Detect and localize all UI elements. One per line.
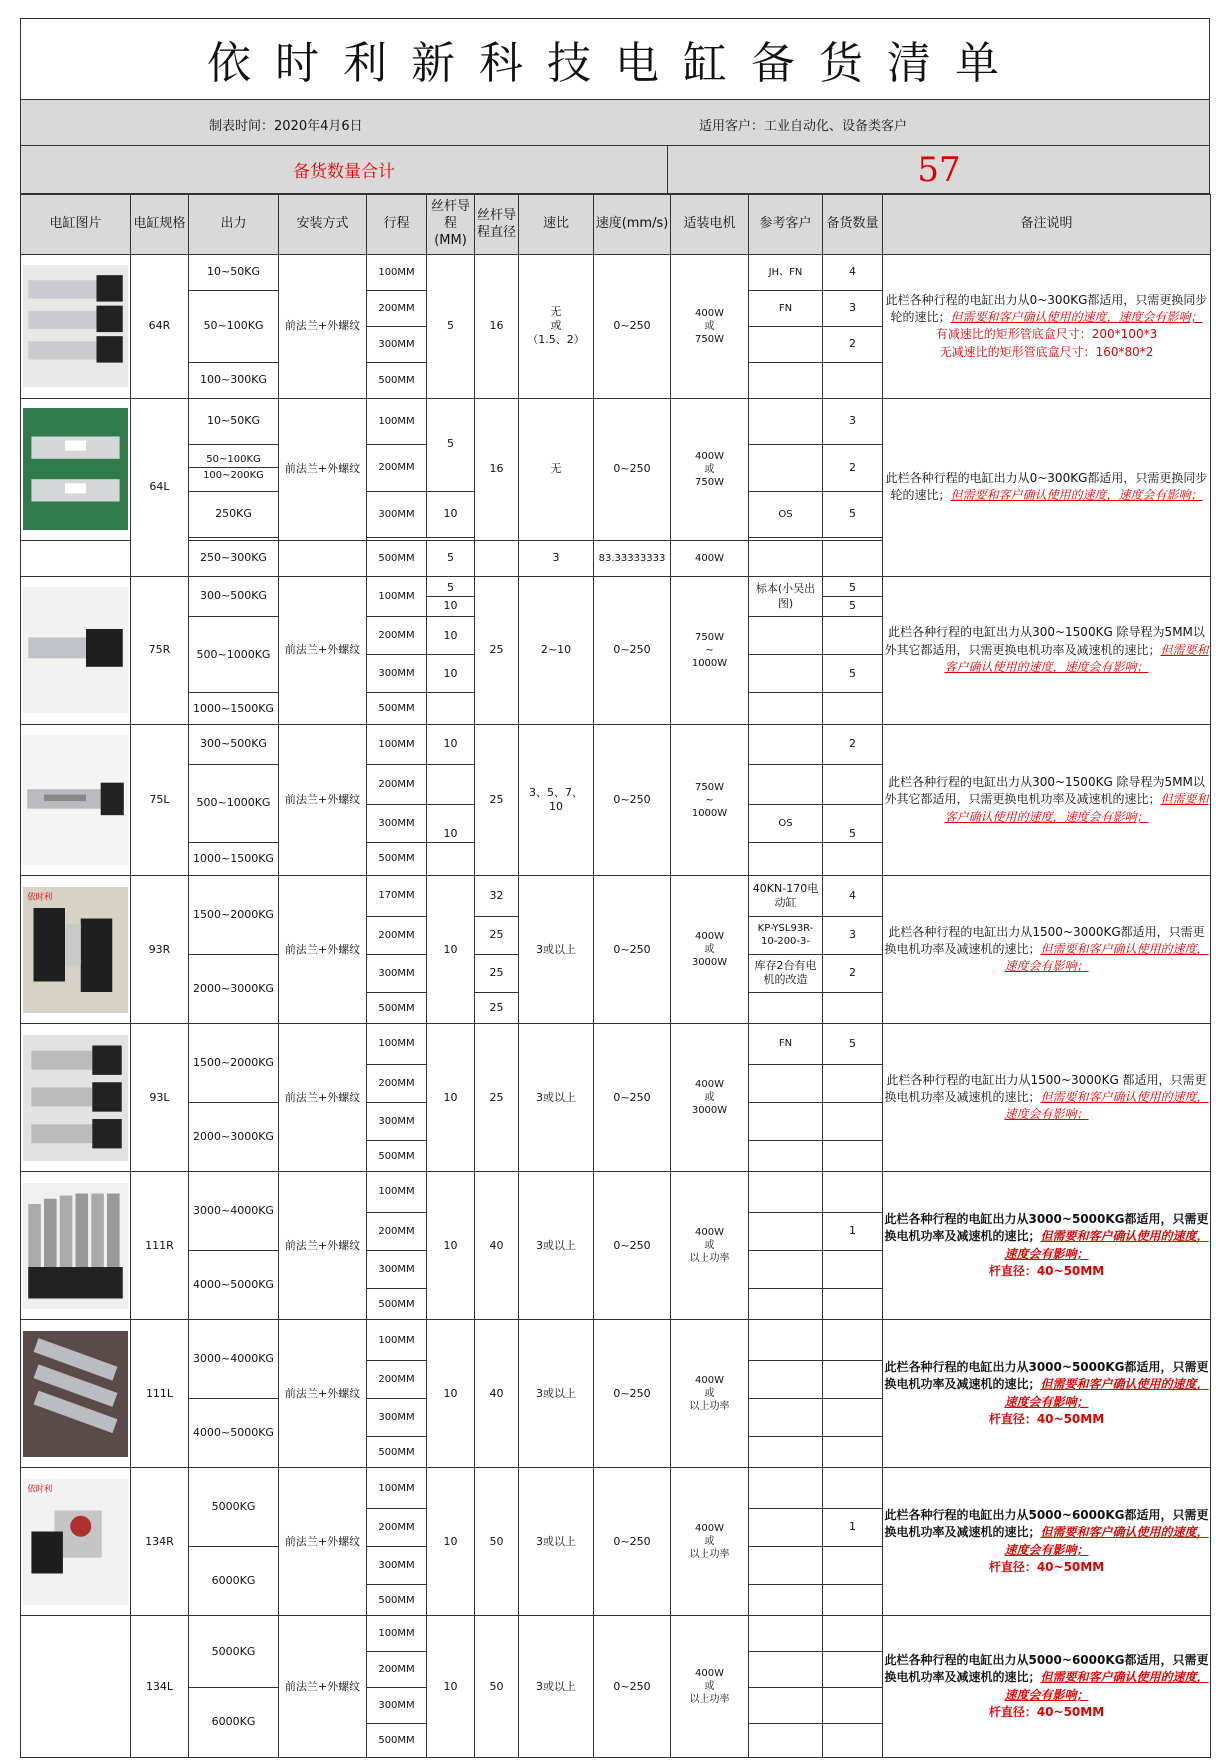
col-ratio: 速比 xyxy=(519,195,594,255)
table-row xyxy=(21,1616,1211,1652)
mount-cell: 前法兰+外螺纹 xyxy=(279,1320,367,1468)
qty-cell xyxy=(823,1398,883,1436)
dia-cell xyxy=(475,540,519,576)
force-cell: 5000KG xyxy=(189,1616,279,1688)
table-row xyxy=(21,876,1211,916)
stroke-cell: 200MM xyxy=(367,1212,427,1250)
stock-sheet xyxy=(20,18,1210,1758)
force-cell: 2000~3000KG xyxy=(189,1102,279,1172)
dia-cell: 40 xyxy=(475,1320,519,1468)
speed-cell: 0~250 xyxy=(594,1320,671,1468)
ref-cell xyxy=(749,1468,823,1508)
stroke-cell: 100MM xyxy=(367,1468,427,1508)
sheet-title: 依时利新科技电缸备货清单 xyxy=(20,18,1210,100)
ref-cell xyxy=(749,1652,823,1688)
product-photo-93r xyxy=(21,876,131,1024)
qty-cell xyxy=(823,1688,883,1724)
force-cell: 10~50KG xyxy=(189,398,279,445)
ratio-cell: 3或以上 xyxy=(519,1320,594,1468)
product-photo-134l xyxy=(21,1616,131,1758)
spec-93r: 93R xyxy=(131,876,189,1024)
header-row xyxy=(21,195,1211,255)
total-stock-value: 57 xyxy=(917,149,961,190)
stroke-cell: 300MM xyxy=(367,1688,427,1724)
ref-cell xyxy=(749,1398,823,1436)
qty-cell xyxy=(823,765,883,804)
note-cell: 此栏各种行程的电缸出力从300~1500KG 除导程为5MM以外其它都适用，只需更换电机功率及减速机的速比；但需要和客户确认使用的速度，速度会有影响； xyxy=(883,724,1211,875)
stroke-cell: 500MM xyxy=(367,992,427,1023)
motor-cell: 400W 或 3000W xyxy=(671,876,749,1024)
ratio-cell: 3或以上 xyxy=(519,1024,594,1172)
ref-cell xyxy=(749,1102,823,1140)
lead-cell: 5 xyxy=(427,398,475,491)
customer-label: 适用客户：工业自动化、设备类客户 xyxy=(699,119,908,134)
qty-cell xyxy=(823,1172,883,1212)
force-cell: 50~100KG xyxy=(189,290,279,362)
dia-cell: 25 xyxy=(475,954,519,992)
qty-cell: 5 xyxy=(823,491,883,538)
product-photo-134r xyxy=(21,1468,131,1616)
ref-cell xyxy=(749,1584,823,1615)
col-spec: 电缸规格 xyxy=(131,195,189,255)
lead-cell: 10 xyxy=(427,1616,475,1758)
stroke-cell: 100MM xyxy=(367,1616,427,1652)
table-row xyxy=(21,576,1211,616)
mount-cell: 前法兰+外螺纹 xyxy=(279,1616,367,1758)
qty-cell xyxy=(823,1616,883,1652)
force-cell: 50~100KG 100~200KG xyxy=(189,445,279,492)
ratio-cell: 无 xyxy=(519,398,594,540)
force-cell: 100~300KG xyxy=(189,362,279,398)
total-stock-label: 备货数量合计 xyxy=(21,146,668,193)
table-row xyxy=(21,398,1211,445)
ratio-cell: 3或以上 xyxy=(519,1616,594,1758)
qty-cell xyxy=(823,1546,883,1584)
product-photo-75l xyxy=(21,724,131,875)
qty-cell xyxy=(823,992,883,1023)
ref-cell xyxy=(749,1360,823,1398)
ref-cell xyxy=(749,1616,823,1652)
force-cell: 250~300KG xyxy=(189,540,279,576)
speed-cell: 0~250 xyxy=(594,1616,671,1758)
product-photo-75r xyxy=(21,576,131,724)
qty-cell xyxy=(823,693,883,724)
qty-cell: 5 xyxy=(823,1024,883,1064)
force-cell: 1500~2000KG xyxy=(189,876,279,955)
col-speed: 速度(mm/s) xyxy=(594,195,671,255)
ref-cell xyxy=(749,1546,823,1584)
force-cell: 500~1000KG xyxy=(189,765,279,842)
lead-cell: 10 xyxy=(427,876,475,1024)
force-cell: 6000KG xyxy=(189,1688,279,1758)
lead-cell: 10 xyxy=(427,1320,475,1468)
product-photo-93l xyxy=(21,1024,131,1172)
mount-cell: 前法兰+外螺纹 xyxy=(279,1172,367,1320)
ratio-cell: 3 xyxy=(519,540,594,576)
totals-row xyxy=(20,146,1210,194)
note-cell: 此栏各种行程的电缸出力从3000~5000KG都适用，只需更换电机功率及减速机的速比；但需要和客户确认使用的速度，速度会有影响； 杆直径：40~50MM xyxy=(883,1320,1211,1468)
force-cell: 10~50KG xyxy=(189,255,279,291)
spec-93l: 93L xyxy=(131,1024,189,1172)
image-blank xyxy=(21,540,131,576)
dia-cell: 25 xyxy=(475,724,519,875)
ref-cell xyxy=(749,1172,823,1212)
ref-cell xyxy=(749,445,823,492)
lead-cell: 10 xyxy=(427,1172,475,1320)
stroke-cell: 300MM xyxy=(367,954,427,992)
date-label: 制表时间：2020年4月6日 xyxy=(209,119,363,134)
stroke-cell: 200MM xyxy=(367,1360,427,1398)
mount-cell: 前法兰+外螺纹 xyxy=(279,876,367,1024)
qty-cell xyxy=(823,1320,883,1360)
stroke-cell: 300MM xyxy=(367,1250,427,1288)
motor-cell: 400W 或 以上功率 xyxy=(671,1172,749,1320)
mount-cell: 前法兰+外螺纹 xyxy=(279,398,367,540)
qty-cell xyxy=(823,842,883,876)
stroke-cell: 100MM xyxy=(367,1172,427,1212)
ref-cell: JH、FN xyxy=(749,255,823,291)
lead-cell: 5 10 xyxy=(427,576,475,616)
qty-cell xyxy=(823,617,883,655)
col-stroke: 行程 xyxy=(367,195,427,255)
force-cell: 1000~1500KG xyxy=(189,693,279,724)
ratio-cell: 3或以上 xyxy=(519,876,594,1024)
spec-75l: 75L xyxy=(131,724,189,875)
qty-cell xyxy=(823,1584,883,1615)
force-cell: 5000KG xyxy=(189,1468,279,1547)
qty-cell xyxy=(823,1250,883,1288)
motor-cell: 400W 或 以上功率 xyxy=(671,1320,749,1468)
table-row xyxy=(21,1468,1211,1508)
mount-cell xyxy=(279,540,367,576)
dia-cell: 25 xyxy=(475,992,519,1023)
stroke-cell: 100MM xyxy=(367,1024,427,1064)
speed-cell: 0~250 xyxy=(594,1172,671,1320)
stroke-cell: 200MM xyxy=(367,445,427,492)
force-cell: 300~500KG xyxy=(189,724,279,764)
ref-cell xyxy=(749,540,823,576)
qty-cell xyxy=(823,540,883,576)
qty-cell: 4 xyxy=(823,255,883,291)
qty-cell: 1 xyxy=(823,1508,883,1546)
qty-cell xyxy=(823,1288,883,1319)
ref-cell xyxy=(749,1288,823,1319)
speed-cell: 0~250 xyxy=(594,1468,671,1616)
ref-cell xyxy=(749,1436,823,1467)
qty-cell xyxy=(823,1724,883,1758)
qty-cell: 4 xyxy=(823,876,883,916)
ref-cell xyxy=(749,617,823,655)
speed-cell: 0~250 xyxy=(594,255,671,399)
ratio-cell: 3、5、7、 10 xyxy=(519,724,594,875)
note-cell: 此栏各种行程的电缸出力从1500~3000KG都适用，只需更换电机功率及减速机的速比；但需要和客户确认使用的速度，速度会有影响； xyxy=(883,876,1211,1024)
ref-cell: KP-YSL93R-10-200-3- xyxy=(749,916,823,954)
stroke-cell: 100MM xyxy=(367,724,427,764)
stroke-cell: 500MM xyxy=(367,1584,427,1615)
dia-cell: 50 xyxy=(475,1616,519,1758)
stroke-cell: 500MM xyxy=(367,842,427,876)
force-cell: 6000KG xyxy=(189,1546,279,1616)
ref-cell xyxy=(749,765,823,804)
qty-cell xyxy=(823,1468,883,1508)
ratio-cell: 3或以上 xyxy=(519,1172,594,1320)
speed-cell: 0~250 xyxy=(594,1024,671,1172)
ref-cell xyxy=(749,655,823,693)
ref-cell xyxy=(749,842,823,876)
ref-cell xyxy=(749,398,823,445)
lead-cell xyxy=(427,693,475,724)
note-cell: 此栏各种行程的电缸出力从5000~6000KG都适用，只需更换电机功率及减速机的速比；但需要和客户确认使用的速度，速度会有影响； 杆直径：40~50MM xyxy=(883,1616,1211,1758)
note-cell: 此栏各种行程的电缸出力从5000~6000KG都适用，只需更换电机功率及减速机的速比；但需要和客户确认使用的速度，速度会有影响； 杆直径：40~50MM xyxy=(883,1468,1211,1616)
dia-cell: 25 xyxy=(475,916,519,954)
stroke-cell: 200MM xyxy=(367,1652,427,1688)
mount-cell: 前法兰+外螺纹 xyxy=(279,576,367,724)
force-cell: 250KG xyxy=(189,491,279,538)
qty-cell xyxy=(823,1436,883,1467)
stroke-cell: 500MM xyxy=(367,1288,427,1319)
stroke-cell: 500MM xyxy=(367,693,427,724)
stroke-cell: 300MM xyxy=(367,655,427,693)
lead-cell: 10 xyxy=(427,804,475,842)
qty-cell xyxy=(823,1140,883,1171)
ratio-cell: 3或以上 xyxy=(519,1468,594,1616)
ref-cell xyxy=(749,1320,823,1360)
qty-cell: 3 xyxy=(823,290,883,326)
table-row xyxy=(21,255,1211,291)
ref-cell xyxy=(749,724,823,764)
ref-cell: OS xyxy=(749,491,823,538)
motor-cell: 400W xyxy=(671,540,749,576)
ratio-cell: 无 或 （1.5、2） xyxy=(519,255,594,399)
product-photo-64l xyxy=(21,398,131,540)
col-lead: 丝杆导程(MM) xyxy=(427,195,475,255)
stroke-cell: 200MM xyxy=(367,617,427,655)
stock-table xyxy=(20,194,1211,1758)
mount-cell: 前法兰+外螺纹 xyxy=(279,1468,367,1616)
spec-134l: 134L xyxy=(131,1616,189,1758)
ref-cell xyxy=(749,1724,823,1758)
force-cell: 4000~5000KG xyxy=(189,1398,279,1468)
stroke-cell: 100MM xyxy=(367,255,427,291)
force-cell: 3000~4000KG xyxy=(189,1320,279,1399)
motor-cell: 400W 或 3000W xyxy=(671,1024,749,1172)
ref-cell xyxy=(749,1688,823,1724)
spec-64r: 64R xyxy=(131,255,189,399)
speed-cell: 0~250 xyxy=(594,576,671,724)
lead-cell: 10 xyxy=(427,1024,475,1172)
lead-cell xyxy=(427,842,475,876)
ref-cell xyxy=(749,992,823,1023)
dia-cell: 16 xyxy=(475,255,519,399)
note-cell: 此栏各种行程的电缸出力从1500~3000KG 都适用，只需更换电机功率及减速机的速比；但需要和客户确认使用的速度，速度会有影响； xyxy=(883,1024,1211,1172)
stroke-cell: 500MM xyxy=(367,1140,427,1171)
force-cell: 500~1000KG xyxy=(189,617,279,693)
ref-cell xyxy=(749,693,823,724)
ref-cell: 库存2台有电机的改造 xyxy=(749,954,823,992)
lead-cell: 5 xyxy=(427,255,475,399)
speed-cell: 0~250 xyxy=(594,876,671,1024)
mount-cell: 前法兰+外螺纹 xyxy=(279,1024,367,1172)
col-force: 出力 xyxy=(189,195,279,255)
product-photo-111r xyxy=(21,1172,131,1320)
info-row xyxy=(20,100,1210,146)
ref-cell: OS xyxy=(749,804,823,842)
qty-cell: 2 xyxy=(823,954,883,992)
qty-cell xyxy=(823,1652,883,1688)
stroke-cell: 100MM xyxy=(367,576,427,616)
note-cell: 此栏各种行程的电缸出力从300~1500KG 除导程为5MM以外其它都适用，只需更换电机功率及减速机的速比；但需要和客户确认使用的速度，速度会有影响； xyxy=(883,576,1211,724)
qty-cell xyxy=(823,1064,883,1102)
motor-cell: 400W 或 以上功率 xyxy=(671,1616,749,1758)
force-cell: 3000~4000KG xyxy=(189,1172,279,1251)
stroke-cell: 300MM xyxy=(367,1546,427,1584)
stroke-cell: 170MM xyxy=(367,876,427,916)
stroke-cell: 500MM xyxy=(367,540,427,576)
qty-cell: 5 xyxy=(823,804,883,842)
stroke-cell: 200MM xyxy=(367,916,427,954)
dia-cell: 25 xyxy=(475,1024,519,1172)
table-row xyxy=(21,1024,1211,1064)
ref-cell: FN xyxy=(749,290,823,326)
speed-cell: 83.33333333 xyxy=(594,540,671,576)
qty-cell: 3 xyxy=(823,398,883,445)
lead-cell xyxy=(427,765,475,804)
stroke-cell: 500MM xyxy=(367,362,427,398)
stroke-cell: 300MM xyxy=(367,326,427,362)
col-ref: 参考客户 xyxy=(749,195,823,255)
lead-cell: 10 xyxy=(427,655,475,693)
ref-cell xyxy=(749,1064,823,1102)
qty-cell xyxy=(823,1360,883,1398)
ref-cell xyxy=(749,362,823,398)
ref-cell: FN xyxy=(749,1024,823,1064)
motor-cell: 400W 或 以上功率 xyxy=(671,1468,749,1616)
qty-cell: 2 xyxy=(823,445,883,492)
note-cell: 此栏各种行程的电缸出力从0~300KG都适用，只需更换同步轮的速比；但需要和客户确认使用的速度，速度会有影响； xyxy=(883,398,1211,576)
mount-cell: 前法兰+外螺纹 xyxy=(279,724,367,875)
stroke-cell: 300MM xyxy=(367,1398,427,1436)
dia-cell: 32 xyxy=(475,876,519,916)
dia-cell: 50 xyxy=(475,1468,519,1616)
lead-cell: 10 xyxy=(427,1468,475,1616)
note-cell: 此栏各种行程的电缸出力从3000~5000KG都适用，只需更换电机功率及减速机的速比；但需要和客户确认使用的速度，速度会有影响； 杆直径：40~50MM xyxy=(883,1172,1211,1320)
ref-cell xyxy=(749,1140,823,1171)
ratio-cell: 2~10 xyxy=(519,576,594,724)
product-photo-111l xyxy=(21,1320,131,1468)
stroke-cell: 200MM xyxy=(367,290,427,326)
note-cell: 此栏各种行程的电缸出力从0~300KG都适用，只需更换同步轮的速比；但需要和客户确认使用的速度，速度会有影响； 有减速比的矩形管底盒尺寸：200*100*3 无减速比的矩形管底盒尺寸：160*80*2 xyxy=(883,255,1211,399)
qty-cell: 2 xyxy=(823,326,883,362)
ref-cell xyxy=(749,326,823,362)
ref-cell: 标本(小吴出图) xyxy=(749,576,823,616)
force-cell: 1500~2000KG xyxy=(189,1024,279,1103)
spec-64l: 64L xyxy=(131,398,189,576)
spec-134r: 134R xyxy=(131,1468,189,1616)
qty-cell: 1 xyxy=(823,1212,883,1250)
spec-111l: 111L xyxy=(131,1320,189,1468)
force-cell: 4000~5000KG xyxy=(189,1250,279,1320)
qty-cell: 3 xyxy=(823,916,883,954)
stroke-cell: 200MM xyxy=(367,765,427,804)
force-cell: 1000~1500KG xyxy=(189,842,279,876)
svg-text:依时利: 依时利 xyxy=(27,1483,53,1494)
lead-cell: 5 xyxy=(427,540,475,576)
stroke-cell: 300MM xyxy=(367,491,427,538)
dia-cell: 16 xyxy=(475,398,519,540)
col-mount: 安装方式 xyxy=(279,195,367,255)
col-qty: 备货数量 xyxy=(823,195,883,255)
col-dia: 丝杆导程直径 xyxy=(475,195,519,255)
force-cell: 2000~3000KG xyxy=(189,954,279,1024)
force-cell: 300~500KG xyxy=(189,576,279,616)
table-row xyxy=(21,1172,1211,1212)
ref-cell xyxy=(749,1212,823,1250)
spec-111r: 111R xyxy=(131,1172,189,1320)
motor-cell: 750W ~ 1000W xyxy=(671,576,749,724)
ref-cell xyxy=(749,1508,823,1546)
stroke-cell: 200MM xyxy=(367,1508,427,1546)
ref-cell: 40KN-170电动缸 xyxy=(749,876,823,916)
qty-cell: 2 xyxy=(823,724,883,764)
qty-cell: 5 xyxy=(823,655,883,693)
stroke-cell: 200MM xyxy=(367,1064,427,1102)
svg-text:依时利: 依时利 xyxy=(27,891,53,902)
qty-cell xyxy=(823,362,883,398)
qty-cell: 5 5 xyxy=(823,576,883,616)
dia-cell: 25 xyxy=(475,576,519,724)
stroke-cell: 100MM xyxy=(367,398,427,445)
stroke-cell: 500MM xyxy=(367,1724,427,1758)
speed-cell: 0~250 xyxy=(594,398,671,540)
lead-cell: 10 xyxy=(427,491,475,538)
stroke-cell: 300MM xyxy=(367,1102,427,1140)
stroke-cell: 300MM xyxy=(367,804,427,842)
qty-cell xyxy=(823,1102,883,1140)
motor-cell: 400W 或 750W xyxy=(671,398,749,540)
spec-75r: 75R xyxy=(131,576,189,724)
speed-cell: 0~250 xyxy=(594,724,671,875)
col-motor: 适装电机 xyxy=(671,195,749,255)
table-row xyxy=(21,724,1211,764)
lead-cell: 10 xyxy=(427,617,475,655)
col-note: 备注说明 xyxy=(883,195,1211,255)
table-row xyxy=(21,1320,1211,1360)
product-photo-64r xyxy=(21,255,131,399)
col-image: 电缸图片 xyxy=(21,195,131,255)
stroke-cell: 500MM xyxy=(367,1436,427,1467)
lead-cell: 10 xyxy=(427,724,475,764)
ref-cell xyxy=(749,1250,823,1288)
mount-cell: 前法兰+外螺纹 xyxy=(279,255,367,399)
stroke-cell: 100MM xyxy=(367,1320,427,1360)
motor-cell: 750W ~ 1000W xyxy=(671,724,749,875)
dia-cell: 40 xyxy=(475,1172,519,1320)
motor-cell: 400W 或 750W xyxy=(671,255,749,399)
